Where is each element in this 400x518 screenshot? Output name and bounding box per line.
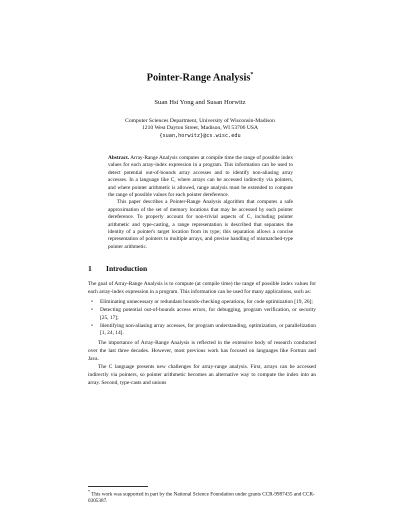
body-text	[88, 281, 316, 388]
abstract-paragraph-1	[108, 155, 293, 199]
email: {suan,horwitz}@cs.wisc.edu	[159, 132, 241, 139]
footnote	[88, 489, 316, 505]
title-text: Pointer-Range Analysis	[146, 72, 251, 84]
application-list	[88, 299, 316, 339]
list-item: • Eliminating unnecessary or redundant bounds-checking operations, for code optimization [19, 26];	[96, 299, 316, 307]
body-paragraph-3: The C language presents new challenges for array-range analysis. First, arrays can be accessed indirectly via pointers, so pointer arithmetic becomes an alternative way to compute the index into an array. Second, type-casts and unions	[88, 364, 316, 386]
body-paragraph-1: The goal of Array-Range Analysis is to compute (at compile time) the range of possible index values for each array-index expression in a program. This information can be used for many applications, such as:	[88, 281, 316, 295]
abstract	[108, 155, 293, 251]
address: 1210 West Dayton Street, Madison, WI 53706 USA	[141, 125, 259, 132]
footnote-rule	[88, 486, 148, 487]
department: Computer Sciences Department, University of Wisconsin-Madison	[125, 118, 275, 124]
body-paragraph-2: The importance of Array-Range Analysis is reflected in the extensive body of research conducted over the last three decades. However, most previous work has focused on languages like Fortran and Java.	[88, 340, 316, 363]
paper-title	[0, 72, 400, 83]
title-footnote-mark: *	[250, 72, 254, 78]
abstract-paragraph-2: This paper describes a Pointer-Range Analysis algorithm that computes a safe approximation of the set of memory locations that may be accessed by each pointer dereference. To properly account for non-trivial aspects of C, including pointer arithmetic and type-casting, a range representation is described that separates the identity of a pointer's target location from its type; this separation allows a concise representation of pointers to multiple arrays, and precise handling of mismatched-type pointer arithmetic.	[108, 199, 293, 250]
footnote-text: This work was supported in part by the National Science Foundation under grants CCR-9987435 and CCR-0305387.	[88, 491, 315, 505]
list-item: • Detecting potential out-of-bounds access errors, for debugging, program verification, or security [25, 17];	[96, 307, 316, 323]
abstract-heading: Abstract.	[108, 155, 130, 161]
list-item: • Identifying non-aliasing array accesses, for program understanding, optimization, or parallelization [1, 24, 14].	[96, 323, 316, 339]
section-number: 1	[88, 264, 92, 273]
authors: Suan Hsi Yong and Susan Horwitz	[154, 99, 246, 106]
abstract-text-1: Array-Range Analysis computes at compile time the range of possible index values for each array-index expression in a program. This information can be used to detect potential out-of-bounds array accesses and to identify non-aliasing array accesses. In a language like C, where arrays can be accessed indirectly via pointers, and where pointer arithmetic is allowed, range analysis must be extended to compute the range of possible values for each pointer dereference.	[108, 155, 293, 199]
affiliation-block	[0, 118, 400, 140]
footnote-mark: *	[88, 489, 90, 494]
section-title: Introduction	[106, 264, 148, 273]
section-heading	[88, 264, 147, 273]
